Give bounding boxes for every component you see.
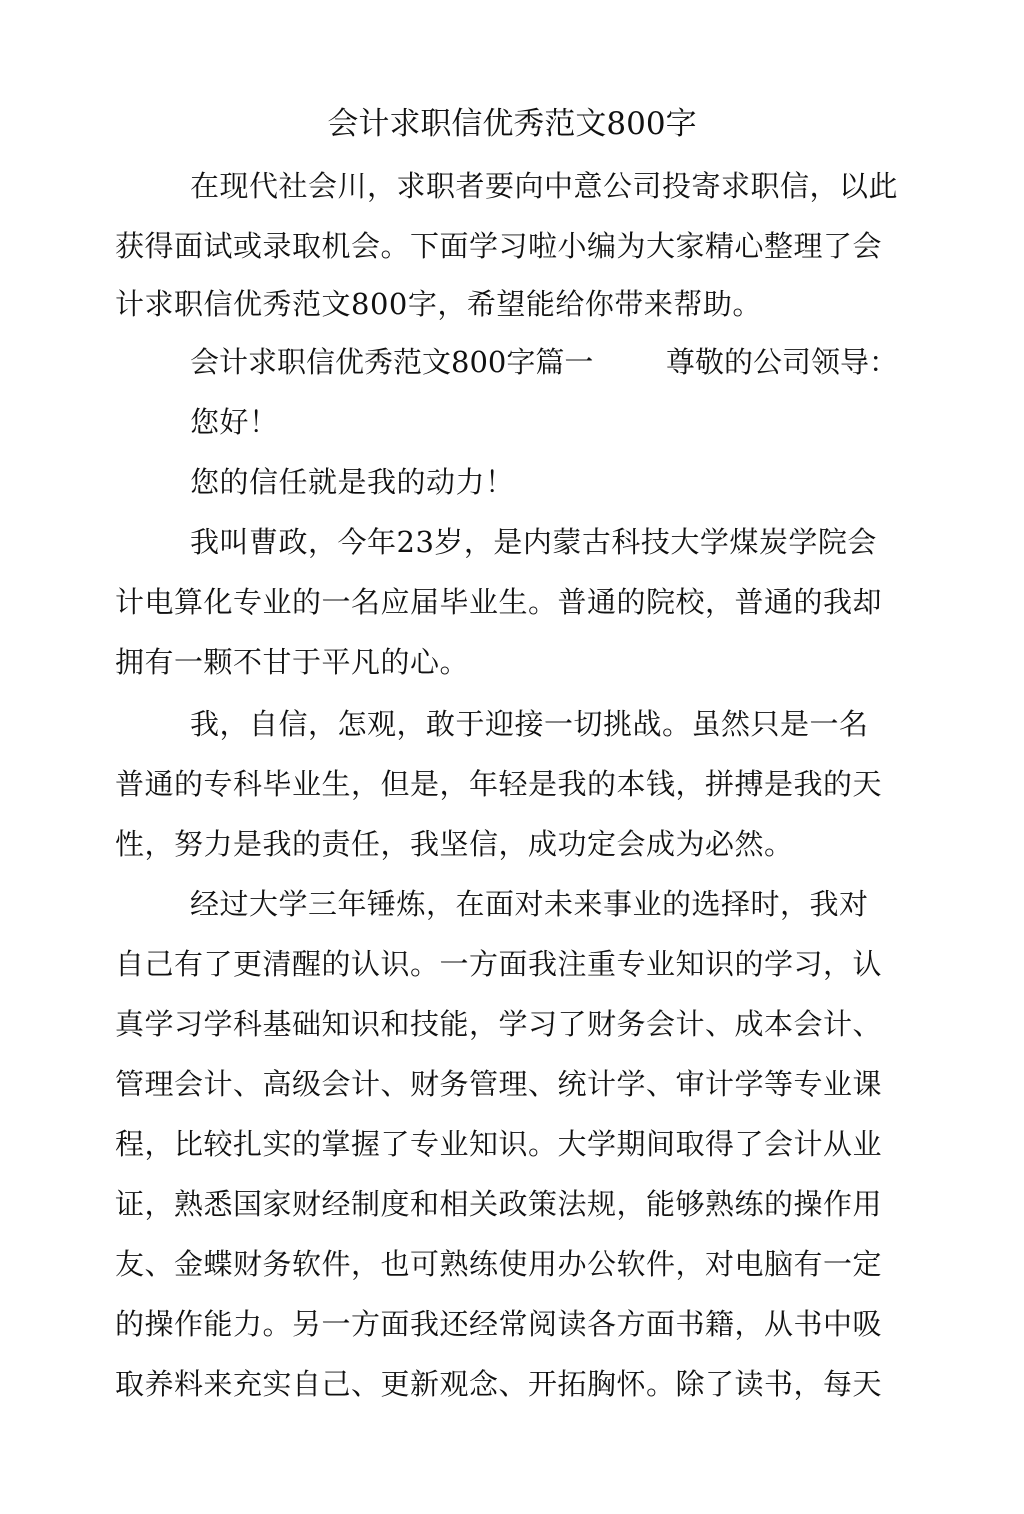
para1-line-2: 计电算化专业的一名应届毕业生。普通的院校，普通的我却	[115, 585, 883, 619]
intro-line-1: 在现代社会川，求职者要向中意公司投寄求职信，以此	[190, 169, 899, 203]
document-title: 会计求职信优秀范文800字	[327, 106, 697, 142]
para3-line-3: 真学习学科基础知识和技能，学习了财务会计、成本会计、	[115, 1007, 883, 1041]
para3-line-9: 取养料来充实自己、更新观念、开拓胸怀。除了读书，每天	[115, 1367, 883, 1401]
para1-line-1: 我叫曹政，今年23岁，是内蒙古科技大学煤炭学院会	[190, 525, 877, 559]
heading-row	[190, 342, 899, 382]
salutation: 尊敬的公司领导：	[666, 345, 899, 379]
para2-line-3: 性，努力是我的责任，我坚信，成功定会成为必然。	[115, 827, 794, 861]
para3-line-6: 证，熟悉国家财经制度和相关政策法规，能够熟练的操作用	[115, 1187, 883, 1221]
para2-line-2: 普通的专科毕业生，但是，年轻是我的本钱，拼搏是我的天	[115, 767, 883, 801]
para1-line-3: 拥有一颗不甘于平凡的心。	[115, 645, 470, 679]
para3-line-8: 的操作能力。另一方面我还经常阅读各方面书籍，从书中吸	[115, 1307, 883, 1341]
para3-line-2: 自己有了更清醒的认识。一方面我注重专业知识的学习，认	[115, 947, 883, 981]
para2-line-1: 我，自信，怎观，敢于迎接一切挑战。虽然只是一名	[190, 707, 869, 741]
trust-line: 您的信任就是我的动力！	[190, 465, 515, 499]
greeting: 您好！	[190, 405, 279, 439]
section-heading: 会计求职信优秀范文800字篇一	[190, 345, 594, 379]
para3-line-5: 程，比较扎实的掌握了专业知识。大学期间取得了会计从业	[115, 1127, 883, 1161]
para3-line-4: 管理会计、高级会计、财务管理、统计学、审计学等专业课	[115, 1067, 883, 1101]
intro-line-2: 获得面试或录取机会。下面学习啦小编为大家精心整理了会	[115, 229, 883, 263]
para3-line-1: 经过大学三年锤炼，在面对未来事业的选择时，我对	[190, 887, 869, 921]
para3-line-7: 友、金蝶财务软件，也可熟练使用办公软件，对电脑有一定	[115, 1247, 883, 1281]
intro-line-3: 计求职信优秀范文800字，希望能给你带来帮助。	[115, 287, 762, 321]
